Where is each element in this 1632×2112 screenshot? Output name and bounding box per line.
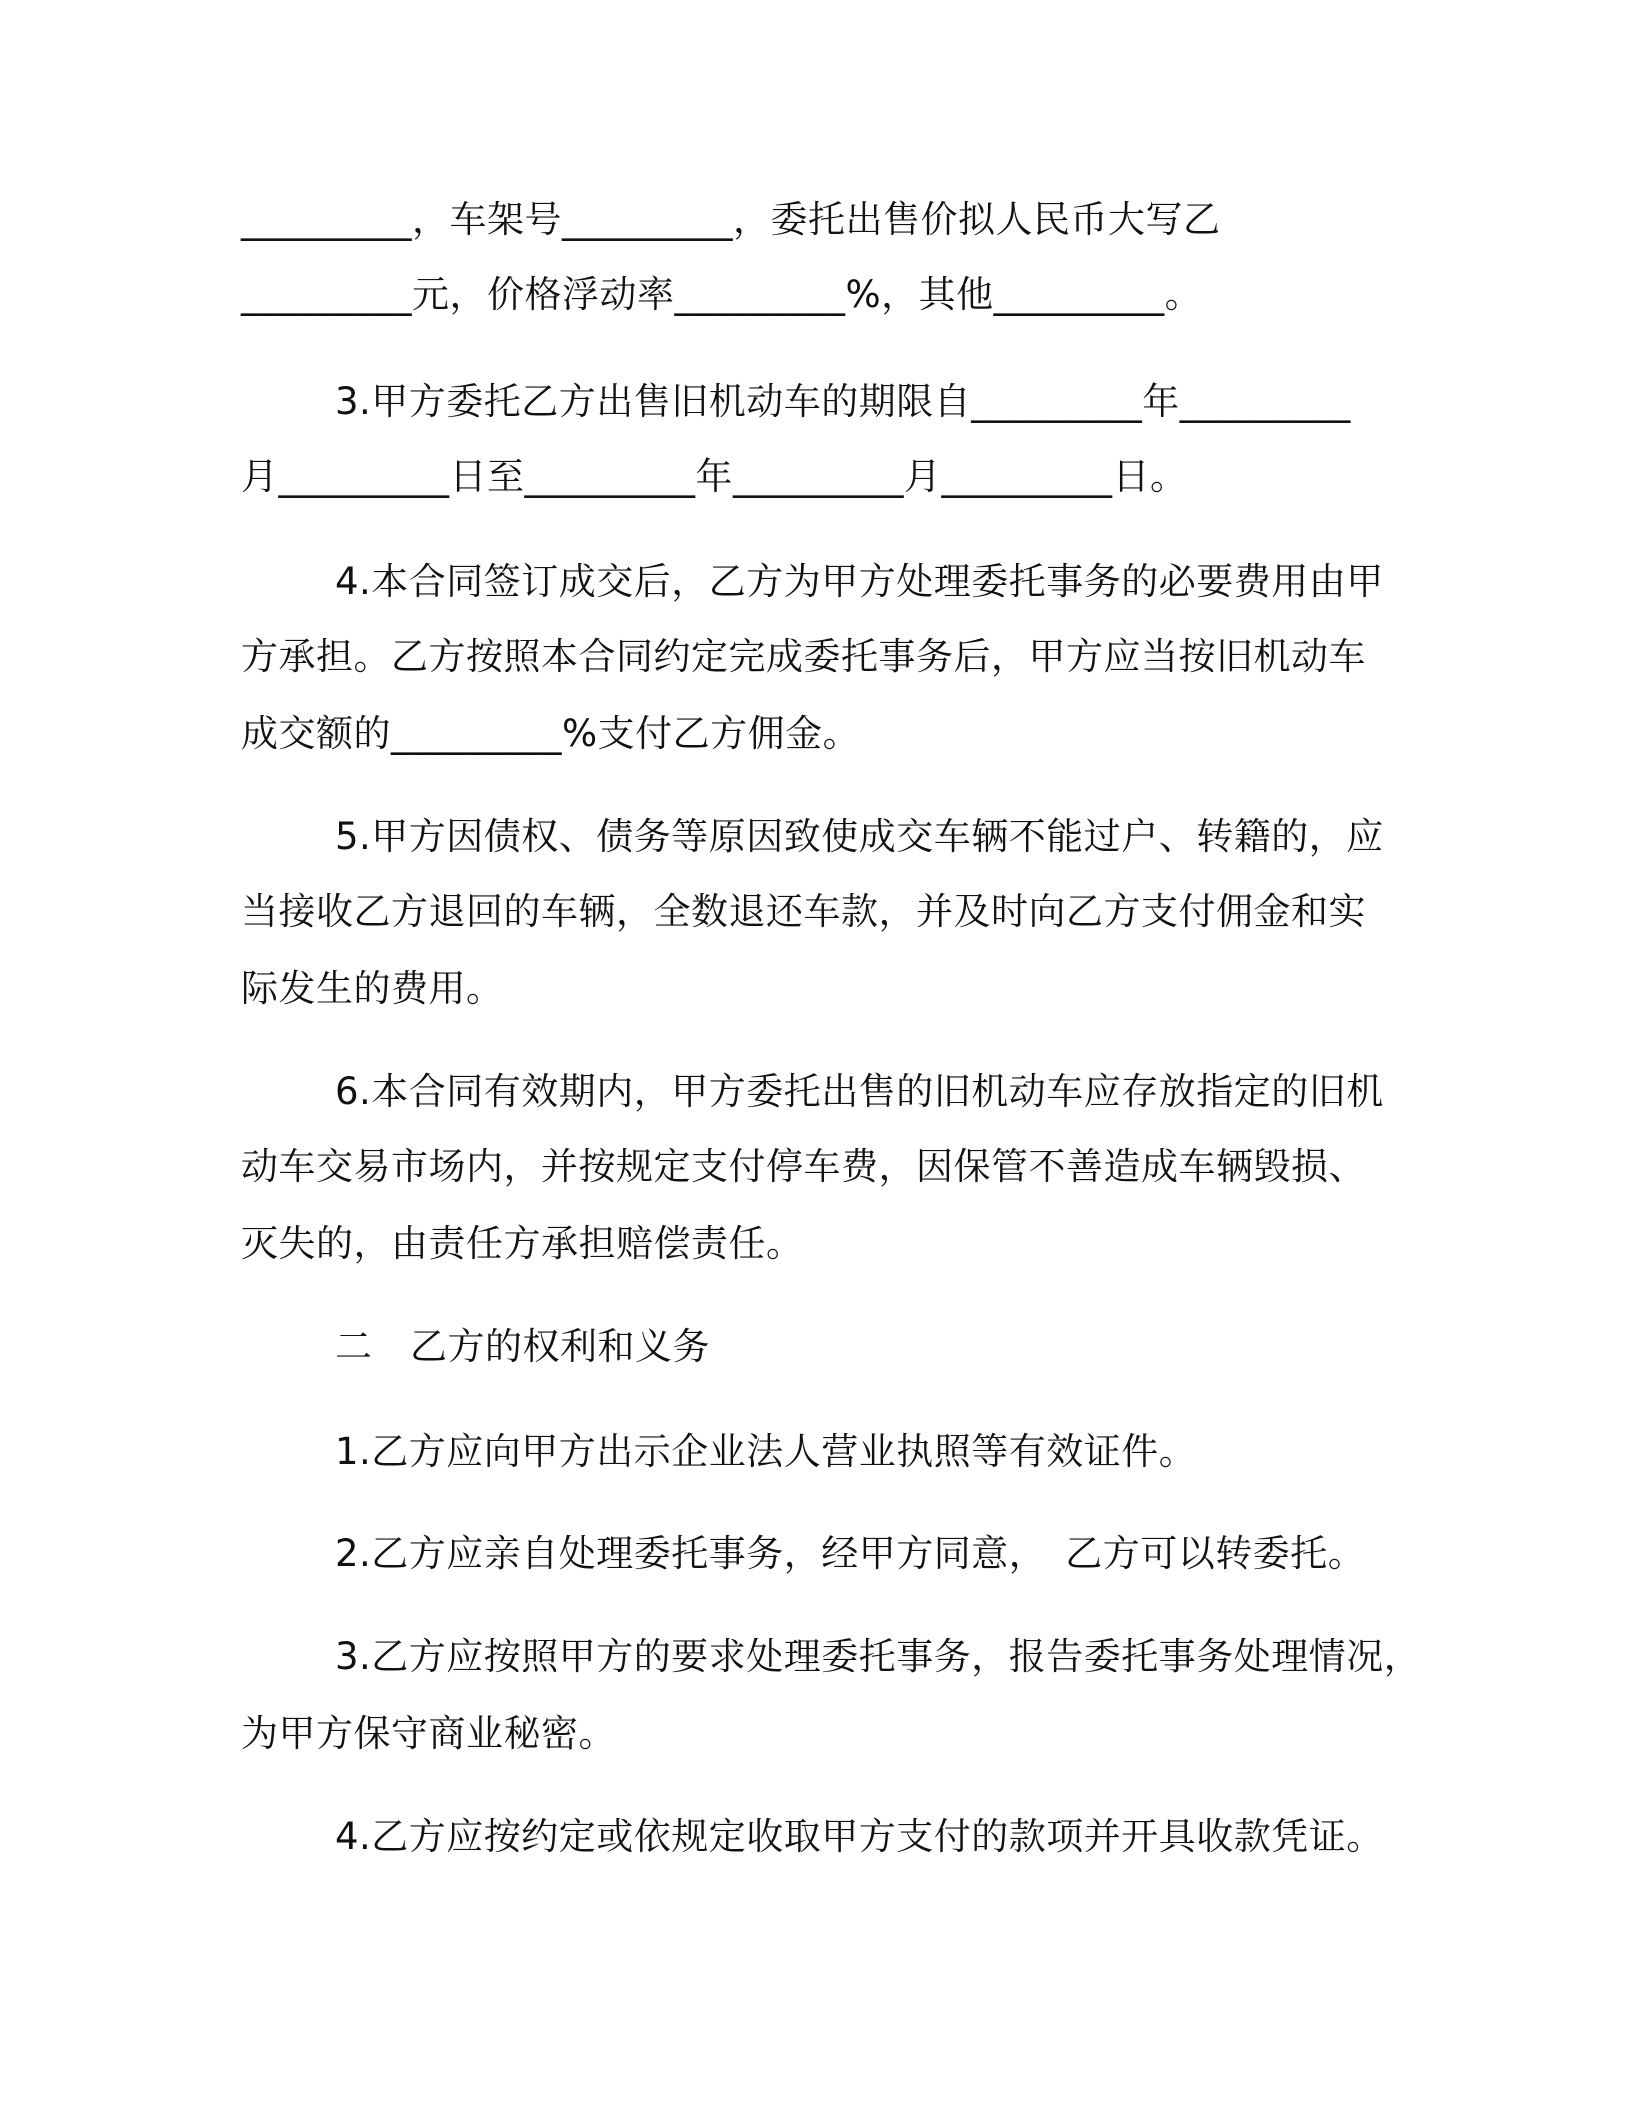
clause-6-line-2: 动车交易市场内，并按规定支付停车费，因保管不善造成车辆毁损、 <box>241 1145 1366 1188</box>
clause-6-line-3: 灭失的，由责任方承担赔偿责任。 <box>241 1222 804 1265</box>
party-b-clause-1: 1.乙方应向甲方出示企业法人营业执照等有效证件。 <box>335 1430 1197 1473</box>
section-heading: 二 乙方的权利和义务 <box>335 1325 710 1368</box>
party-b-clause-4: 4.乙方应按约定或依规定收取甲方支付的款项并开具收款凭证。 <box>335 1815 1384 1858</box>
clause-3-line-1: 3.甲方委托乙方出售旧机动车的期限自_________年_________ <box>335 380 1351 423</box>
clause-3-line-2: 月_________日至_________年_________月_________日。 <box>241 455 1188 498</box>
clause-5-line-1: 5.甲方因债权、债务等原因致使成交车辆不能过户、转籍的，应 <box>335 815 1384 858</box>
clause-6-line-1: 6.本合同有效期内，甲方委托出售的旧机动车应存放指定的旧机 <box>335 1070 1384 1113</box>
clause-2-line-2: _________，车架号_________，委托出售价拟人民币大写乙 <box>241 198 1221 241</box>
clause-2-line-3: _________元，价格浮动率_________%，其他_________。 <box>241 273 1203 316</box>
clause-4-line-2: 方承担。乙方按照本合同约定完成委托事务后，甲方应当按旧机动车 <box>241 635 1366 678</box>
party-b-clause-2: 2.乙方应亲自处理委托事务，经甲方同意， 乙方可以转委托。 <box>335 1532 1366 1575</box>
clause-4-line-3: 成交额的_________%支付乙方佣金。 <box>241 712 861 755</box>
party-b-clause-3-line-1: 3.乙方应按照甲方的要求处理委托事务，报告委托事务处理情况， <box>335 1635 1422 1678</box>
party-b-clause-3-line-2: 为甲方保守商业秘密。 <box>241 1712 616 1755</box>
clause-5-line-3: 际发生的费用。 <box>241 967 504 1010</box>
clause-5-line-2: 当接收乙方退回的车辆，全数退还车款，并及时向乙方支付佣金和实 <box>241 890 1366 933</box>
clause-4-line-1: 4.本合同签订成交后，乙方为甲方处理委托事务的必要费用由甲 <box>335 560 1384 603</box>
